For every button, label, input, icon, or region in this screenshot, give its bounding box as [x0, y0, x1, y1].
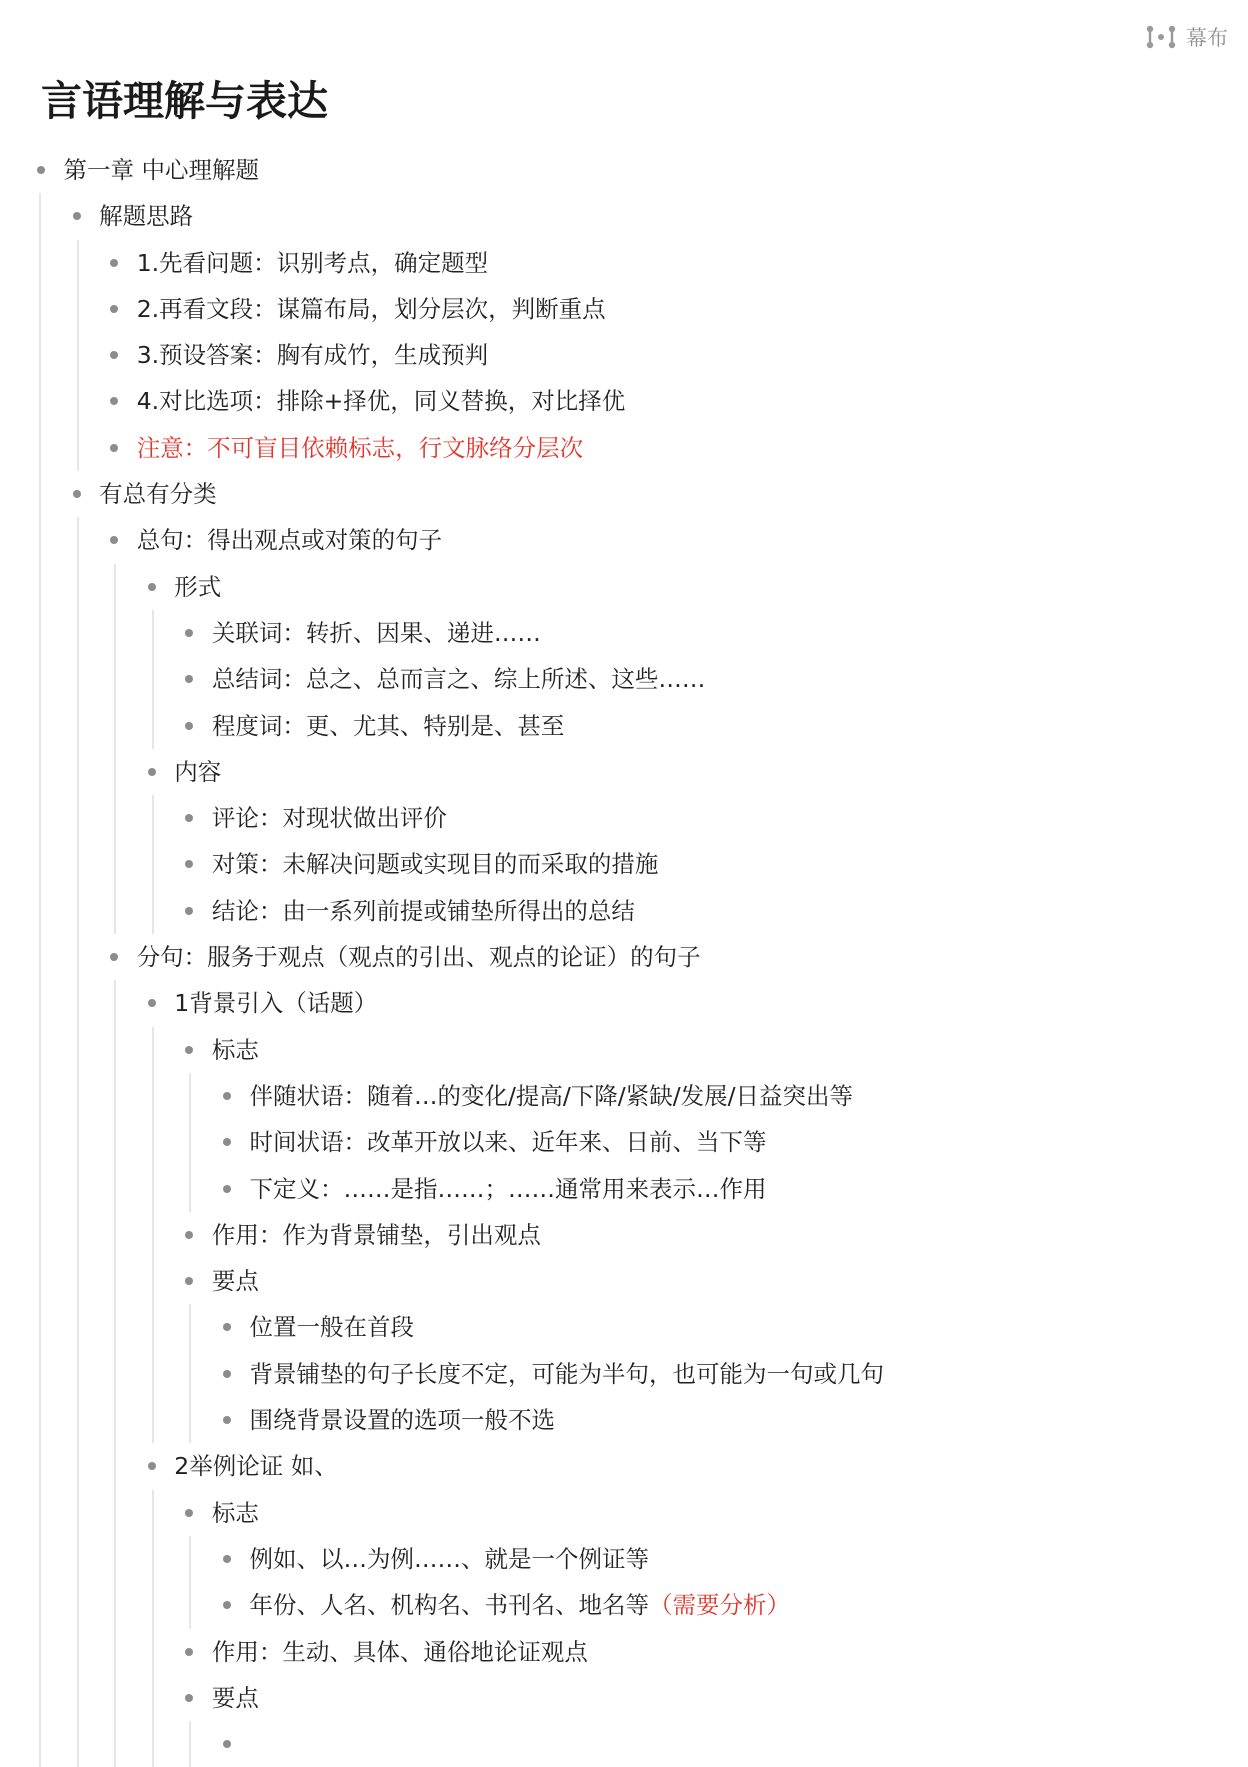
- outline-node: [153, 841, 1248, 887]
- outline-node: [78, 934, 1248, 1767]
- bullet-dot-icon[interactable]: [223, 1323, 231, 1331]
- outline-row[interactable]: [153, 1490, 1248, 1536]
- outline-children: [190, 1073, 1248, 1212]
- outline-children: [115, 980, 1248, 1767]
- bullet-dot-icon[interactable]: [185, 1694, 193, 1702]
- outline-node: [153, 703, 1248, 749]
- outline-children: [115, 564, 1248, 934]
- outline-row[interactable]: [153, 703, 1248, 749]
- bullet-dot-icon[interactable]: [110, 444, 118, 452]
- node-text: 评论：对现状做出评价: [211, 804, 447, 833]
- outline-row[interactable]: [115, 749, 1248, 795]
- bullet-dot-icon[interactable]: [223, 1601, 231, 1609]
- outline-node: [115, 749, 1248, 934]
- outline-row[interactable]: [153, 841, 1248, 887]
- outline-node: [190, 1397, 1248, 1443]
- bullet-dot-icon[interactable]: [110, 397, 118, 405]
- outline-row[interactable]: [153, 656, 1248, 702]
- outline-row[interactable]: [190, 1351, 1248, 1397]
- bullet-dot-icon[interactable]: [185, 907, 193, 915]
- outline-row[interactable]: [40, 471, 1248, 517]
- node-text: 3.预设答案：胸有成竹，生成预判: [136, 341, 489, 370]
- outline-node: [115, 564, 1248, 749]
- outline-node: [153, 1027, 1248, 1212]
- bullet-dot-icon[interactable]: [73, 490, 81, 498]
- outline-row[interactable]: [190, 1536, 1248, 1582]
- outline-node: [153, 1629, 1248, 1675]
- bullet-dot-icon[interactable]: [110, 305, 118, 313]
- node-text: 2举例论证 如、: [174, 1452, 338, 1481]
- node-text: 伴随状语：随着…的变化/提高/下降/紧缺/发展/日益突出等: [249, 1081, 854, 1110]
- outline-row[interactable]: [115, 980, 1248, 1026]
- outline-row[interactable]: [190, 1073, 1248, 1119]
- outline-row[interactable]: [190, 1582, 1248, 1628]
- bullet-dot-icon[interactable]: [185, 860, 193, 868]
- outline-row[interactable]: [78, 934, 1248, 980]
- outline-row[interactable]: [190, 1166, 1248, 1212]
- outline-node: [40, 193, 1248, 471]
- outline-row[interactable]: [153, 1675, 1248, 1721]
- outline-row[interactable]: [153, 1258, 1248, 1304]
- outline-node: [190, 1119, 1248, 1165]
- outline-node: [115, 980, 1248, 1443]
- bullet-dot-icon[interactable]: [37, 166, 45, 174]
- outline-row[interactable]: [115, 564, 1248, 610]
- outline-node: [190, 1582, 1248, 1628]
- node-text: 作用：生动、具体、通俗地论证观点: [211, 1637, 588, 1666]
- bullet-dot-icon[interactable]: [185, 629, 193, 637]
- outline-children: [190, 1721, 1248, 1767]
- bullet-dot-icon[interactable]: [185, 722, 193, 730]
- outline-row[interactable]: [40, 193, 1248, 239]
- bullet-dot-icon[interactable]: [110, 536, 118, 544]
- brand: [1146, 22, 1228, 52]
- outline-row[interactable]: [190, 1119, 1248, 1165]
- outline-row[interactable]: [78, 517, 1248, 563]
- outline-row[interactable]: [153, 1027, 1248, 1073]
- outline-children: [153, 1027, 1248, 1444]
- node-text: 例如、以…为例……、就是一个例证等: [249, 1544, 649, 1573]
- bullet-dot-icon[interactable]: [223, 1092, 231, 1100]
- outline: [0, 147, 1248, 1767]
- outline-row[interactable]: [153, 795, 1248, 841]
- node-text: 程度词：更、尤其、特别是、甚至: [211, 711, 565, 740]
- node-text: 4.对比选项：排除+择优，同义替换，对比择优: [136, 387, 626, 416]
- node-note: （需要分析）: [648, 1591, 790, 1620]
- bullet-dot-icon[interactable]: [185, 675, 193, 683]
- node-text: 要点: [211, 1267, 259, 1296]
- node-text: 注意：不可盲目依赖标志，行文脉络分层次: [136, 433, 584, 462]
- bullet-dot-icon[interactable]: [148, 768, 156, 776]
- node-text: 1背景引入（话题）: [174, 989, 378, 1018]
- outline-row[interactable]: [190, 1304, 1248, 1350]
- outline-row[interactable]: [153, 610, 1248, 656]
- outline-node: [78, 378, 1248, 424]
- bullet-dot-icon[interactable]: [223, 1555, 231, 1563]
- outline-node: [153, 1212, 1248, 1258]
- node-text: 围绕背景设置的选项一般不选: [249, 1406, 555, 1435]
- outline-row[interactable]: [78, 332, 1248, 378]
- outline-row[interactable]: [153, 1629, 1248, 1675]
- node-text: 背景铺垫的句子长度不定，可能为半句，也可能为一句或几句: [249, 1359, 884, 1388]
- node-text: 有总有分类: [99, 480, 217, 509]
- outline-row[interactable]: [153, 888, 1248, 934]
- node-text: 关联词：转折、因果、递进……: [211, 618, 541, 647]
- bullet-dot-icon[interactable]: [185, 1277, 193, 1285]
- node-text: 第一章 中心理解题: [63, 156, 259, 184]
- node-text: 标志: [211, 1498, 259, 1527]
- outline-row[interactable]: [78, 378, 1248, 424]
- outline-children: [153, 1490, 1248, 1767]
- outline-node: [190, 1721, 1248, 1767]
- outline-node: [190, 1351, 1248, 1397]
- node-text: 标志: [211, 1035, 259, 1064]
- node-text: 年份、人名、机构名、书刊名、地名等: [249, 1591, 649, 1620]
- outline-node: [78, 332, 1248, 378]
- outline-node: [40, 471, 1248, 1767]
- outline-node: [153, 795, 1248, 841]
- brand-name: 幕布: [1186, 26, 1228, 50]
- outline-node: [78, 425, 1248, 471]
- outline-row[interactable]: [153, 1212, 1248, 1258]
- outline-children: [78, 240, 1248, 471]
- node-text: 解题思路: [99, 202, 194, 231]
- node-text: 1.先看问题：识别考点，确定题型: [136, 248, 489, 277]
- node-text: 总结词：总之、总而言之、综上所述、这些……: [211, 665, 706, 694]
- bullet-dot-icon[interactable]: [148, 1462, 156, 1470]
- outline-node: [190, 1304, 1248, 1350]
- outline-children: [190, 1304, 1248, 1443]
- outline-node: [0, 147, 1248, 1767]
- outline-row[interactable]: [190, 1721, 1248, 1767]
- node-text: 对策：未解决问题或实现目的而采取的措施: [211, 850, 659, 879]
- outline-node: [153, 1675, 1248, 1767]
- outline-node: [190, 1073, 1248, 1119]
- bullet-dot-icon[interactable]: [110, 351, 118, 359]
- node-text: 时间状语：改革开放以来、近年来、日前、当下等: [249, 1128, 767, 1157]
- outline-node: [190, 1536, 1248, 1582]
- outline-children: [153, 610, 1248, 749]
- mubu-logo-icon: [1146, 24, 1176, 50]
- bullet-dot-icon[interactable]: [148, 583, 156, 591]
- bullet-dot-icon[interactable]: [110, 953, 118, 961]
- node-text: 结论：由一系列前提或铺垫所得出的总结: [211, 896, 635, 925]
- bullet-dot-icon[interactable]: [223, 1138, 231, 1146]
- node-text: 2.再看文段：谋篇布局，划分层次，判断重点: [136, 294, 606, 323]
- outline-root: [0, 147, 1248, 1767]
- bullet-dot-icon[interactable]: [185, 1648, 193, 1656]
- bullet-dot-icon[interactable]: [223, 1370, 231, 1378]
- bullet-dot-icon[interactable]: [110, 259, 118, 267]
- node-text: 下定义：……是指……；……通常用来表示…作用: [249, 1174, 767, 1203]
- outline-node: [190, 1166, 1248, 1212]
- node-text: 要点: [211, 1683, 259, 1712]
- bullet-dot-icon[interactable]: [73, 212, 81, 220]
- outline-row[interactable]: [190, 1397, 1248, 1443]
- node-text: 位置一般在首段: [249, 1313, 414, 1342]
- outline-node: [78, 240, 1248, 286]
- outline-children: [190, 1536, 1248, 1629]
- bullet-dot-icon[interactable]: [185, 1509, 193, 1517]
- outline-row[interactable]: [78, 425, 1248, 471]
- bullet-dot-icon[interactable]: [185, 1231, 193, 1239]
- node-text: 总句：得出观点或对策的句子: [136, 526, 443, 555]
- outline-row[interactable]: [0, 147, 1248, 193]
- outline-children: [40, 193, 1248, 1767]
- node-text: 作用：作为背景铺垫，引出观点: [211, 1220, 541, 1249]
- outline-children: [153, 795, 1248, 934]
- bullet-dot-icon[interactable]: [223, 1185, 231, 1193]
- outline-node: [78, 517, 1248, 934]
- node-text: 形式: [174, 572, 222, 601]
- outline-row[interactable]: [78, 240, 1248, 286]
- bullet-dot-icon[interactable]: [223, 1416, 231, 1424]
- bullet-dot-icon[interactable]: [223, 1740, 231, 1748]
- outline-node: [153, 888, 1248, 934]
- outline-row[interactable]: [78, 286, 1248, 332]
- outline-node: [115, 1443, 1248, 1767]
- node-text: 分句：服务于观点（观点的引出、观点的论证）的句子: [136, 943, 701, 972]
- outline-node: [153, 656, 1248, 702]
- outline-node: [153, 1490, 1248, 1629]
- node-text: 内容: [174, 757, 222, 786]
- bullet-dot-icon[interactable]: [148, 999, 156, 1007]
- outline-node: [153, 1258, 1248, 1443]
- outline-row[interactable]: [115, 1443, 1248, 1489]
- outline-node: [78, 286, 1248, 332]
- bullet-dot-icon[interactable]: [185, 1046, 193, 1054]
- bullet-dot-icon[interactable]: [185, 814, 193, 822]
- outline-node: [153, 610, 1248, 656]
- page-title: 言语理解与表达: [41, 77, 328, 125]
- outline-children: [78, 517, 1248, 1767]
